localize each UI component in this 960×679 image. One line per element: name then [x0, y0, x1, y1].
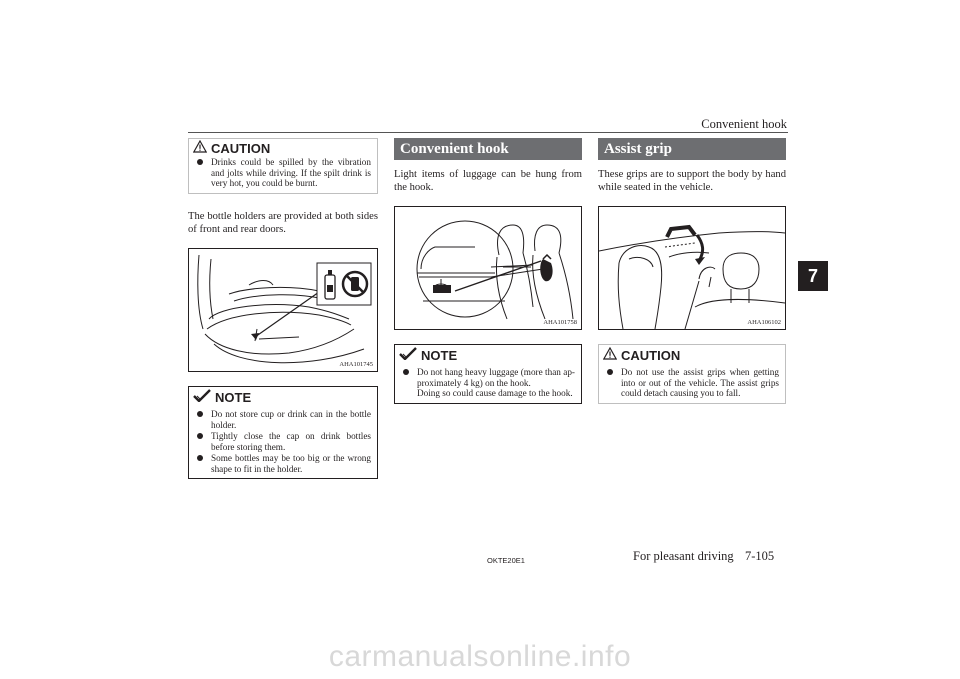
- document-code: OKTE20E1: [487, 556, 525, 565]
- footer-chapter-title: For pleasant driving: [633, 549, 734, 563]
- caution-box-assist-grip: [598, 344, 786, 404]
- hook-illustration: [395, 207, 581, 329]
- note-box-bottles: [188, 386, 378, 479]
- assist-grip-text: These grips are to support the body by hand while seated in the vehicle.: [598, 169, 786, 193]
- note-list: [395, 367, 581, 403]
- bullet-icon: [403, 369, 409, 375]
- bullet-icon: [197, 411, 203, 417]
- section-heading-convenient-hook: Convenient hook: [394, 138, 582, 160]
- figure-code: AHA106102: [747, 319, 781, 326]
- note-label: NOTE: [421, 347, 458, 363]
- note-box-hook: [394, 344, 582, 404]
- warning-triangle-icon: [603, 347, 617, 363]
- note-label: NOTE: [215, 389, 252, 405]
- note-check-icon: [193, 389, 211, 405]
- page-header-title: Convenient hook: [701, 117, 787, 131]
- assist-grip-illustration: [599, 207, 785, 329]
- watermark: carmanualsonline.info: [328, 640, 632, 673]
- convenient-hook-figure: [394, 206, 582, 330]
- bullet-icon: [197, 455, 203, 461]
- note-check-icon: [399, 347, 417, 363]
- bullet-icon: [607, 369, 613, 375]
- caution-header: [599, 346, 785, 364]
- caution-label: CAUTION: [211, 140, 271, 156]
- caution-list: [599, 367, 785, 403]
- assist-grip-figure: [598, 206, 786, 330]
- section-heading-assist-grip: Assist grip: [598, 138, 786, 160]
- prohibited-bottle-icon: [317, 263, 371, 305]
- caution-header: [189, 139, 377, 157]
- page-number: 7-105: [745, 549, 775, 563]
- bullet-icon: [197, 433, 203, 439]
- list-item: Drinks could be spilled by the vibration and jolts while driving. If the spilt drink is very hot, you could be burnt.: [197, 157, 371, 189]
- list-item: Do not store cup or drink can in the bottle holder.: [197, 409, 371, 430]
- figure-code: AHA101758: [543, 319, 577, 326]
- note-header: [189, 388, 377, 406]
- caution-list: [189, 157, 377, 193]
- chapter-tab: 7: [798, 261, 828, 291]
- bottle-holder-text: The bottle holders are provided at both sides of front and rear doors.: [188, 211, 378, 235]
- convenient-hook-text: Light items of luggage can be hung from the hook.: [394, 169, 582, 193]
- bullet-icon: [197, 159, 203, 165]
- list-item: Do not hang heavy luggage (more than ap-proximately 4 kg) on the hook. Doing so could cause damage to the hook.: [403, 367, 575, 399]
- note-list: [189, 409, 377, 479]
- figure-code: AHA101745: [339, 361, 373, 368]
- caution-label: CAUTION: [621, 347, 681, 363]
- list-item: Some bottles may be too big or the wrong shape to fit in the holder.: [197, 453, 371, 474]
- list-item: Do not use the assist grips when getting into or out of the vehicle. The assist grips could detach causing you to fall.: [607, 367, 779, 399]
- warning-triangle-icon: [193, 140, 207, 156]
- door-pocket-illustration: [189, 249, 377, 371]
- header-rule: [188, 132, 788, 133]
- note-header: [395, 346, 581, 364]
- list-item: Tightly close the cap on drink bottles before storing them.: [197, 431, 371, 452]
- bottle-holder-figure: [188, 248, 378, 372]
- caution-box-drinks: [188, 138, 378, 194]
